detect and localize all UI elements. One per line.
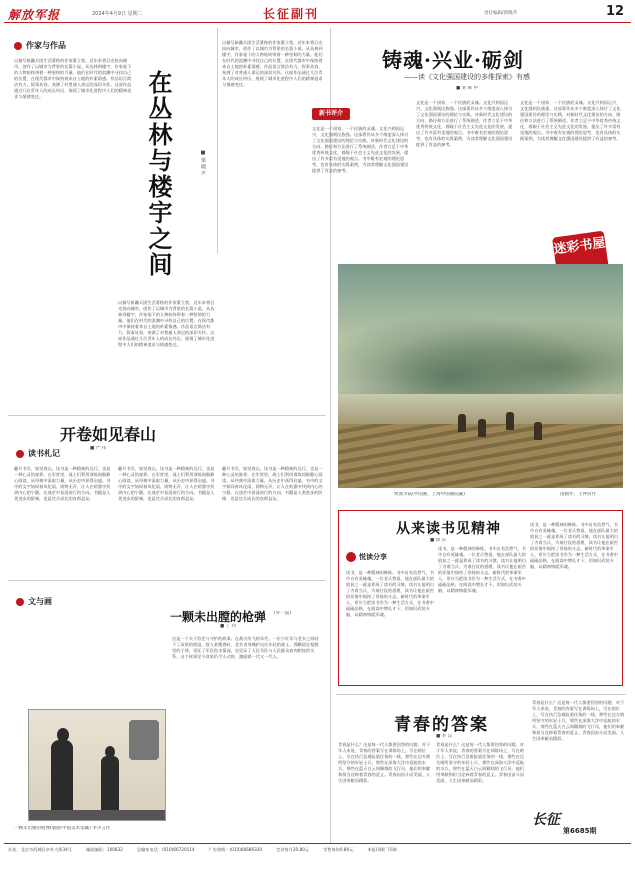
feature-body-3: 文化是一个国家、一个民族的灵魂。文化兴则国运兴，文化强则民族强。这部著作从多个维度深入探讨了文化强国建设的理论与实践，对新时代文化建设的方向、路径和方法进行了系统阐述。作者立足于中华优秀传统文化，着眼于社会主义先进文化的发展，提出了许多富有见地的观点。书中既有宏观的理论思考，也有具体的实践案例，为读者理解文化强国建设提供了有益的参考。 [520,100,621,141]
feature-title: 铸魂·兴业·砺剑 [382,48,524,72]
gun-subtitle: (外一篇) [274,611,292,616]
youth-body-2: 青春是什么？这是每一代人都要回答的问题。对于军人来说，青春的答案写在训练场上，写在哨位上，写在执行急难险重任务的一线。那些在边关哨所坚守的年轻士兵，那些在深海大洋中巡航的水兵，那些在蓝天白云间翱翔的飞行员，他们用奉献和担当诠释着青春的意义。青春因奋斗而美丽，人生因奉献而精彩。 [436,742,524,783]
forest-body-right: 以描写新疆兵团生活著称的作家董立勃，近年来将目光投向城市，创作了以城市为背景的长篇小说。从丛林到楼宇，作家笔下的人物始终带着一种坚韧的力量。他们在时代的浪潮中寻找自己的位置，在现代都市中保持着来自土地的朴素情感。作品语言简洁有力，叙事从容，充满了对普通人命运的深切关怀。这部作品通过几位青年人的成长经历，展现了城市化进程中人们的精神追求与情感变迁。 [222,40,323,87]
forest-author: ■ 梁 晓 声 [200,150,206,176]
feature-body-1: 文化是一个国家、一个民族的灵魂。文化兴则国运兴，文化强则民族强。这部著作从多个维度深入探讨了文化强国建设的理论与实践，对新时代文化建设的方向、路径和方法进行了系统阐述。作者立足于中华优秀传统文化，着眼于社会主义先进文化的发展，提出了许多富有见地的观点。书中既有宏观的理论思考，也有具体的实践案例，为读者理解文化强国建设提供了有益的参考。 [312,126,409,173]
feature-subtitle: ——读《文化强国建设的多维探索》有感 [404,73,530,81]
masthead: 解放军报 [8,8,61,22]
gun-author: ■ 丁 玲 [220,624,237,629]
feature-author: ■ 刘 韩 中 [456,86,479,91]
reading-body-2: 读书，是一种精神的修炼。书中自有浩然气，书中自有英雄魂。一位老兵曾说，他在部队最大的收获之一就是养成了读书的习惯。读书让他明白了为谁当兵、为谁打仗的道理，读书让他在艰苦的环境中保持了昂扬的斗志。新时代的革命军人，更应当把读书作为一种生活方式，在书香中砥砺品格，在阅读中增长才干，用知识武装头脑，以精神铸就军魂。 [438,546,526,593]
text-and-art-tag [16,596,86,608]
forest-body-continued: 以描写新疆兵团生活著称的作家董立勃，近年来将目光投向城市，创作了以城市为背景的长篇小说。从丛林到楼宇，作家笔下的人物始终带着一种坚韧的力量。他们在时代的浪潮中寻找自己的位置，在现代都市中保持着来自土地的朴素情感。作品语言简洁有力，叙事从容，充满了对普通人命运的深切关怀。这部作品通过几位青年人的成长经历，展现了城市化进程中人们的精神追求与情感变迁。 [118,300,215,347]
footer-retail: 零售每份0.80元 [323,847,354,852]
youth-author: ■ 李 汉 [436,734,453,739]
reading-author: ■ 徐 乐 [430,538,447,543]
forest-body: 以描写新疆兵团生活著称的作家董立勃，近年来将目光投向城市，创作了以城市为背景的长篇小说。从丛林到楼宇，作家笔下的人物始终带着一种坚韧的力量。他们在时代的浪潮中寻找自己的位置，在现代都市中保持着来自土地的朴素情感。作品语言简洁有力，叙事从容，充满了对普通人命运的深切关怀。这部作品通过几位青年人的成长经历，展现了城市化进程中人们的精神追求与情感变迁。 [14,58,132,99]
painting-artist: 国画作，王仲清作 [560,492,596,497]
flower-icon [16,598,24,606]
feature-body-2: 文化是一个国家、一个民族的灵魂。文化兴则国运兴，文化强则民族强。这部著作从多个维度深入探讨了文化强国建设的理论与实践，对新时代文化建设的方向、路径和方法进行了系统阐述。作者立足于中华优秀传统文化，着眼于社会主义先进文化的发展，提出了许多富有见地的观点。书中既有宏观的理论思考，也有具体的实践案例，为读者理解文化强国建设提供了有益的参考。 [416,100,513,147]
footer-address: 社址：北京市西城区阜外大街34号 [8,847,72,852]
landscape-painting [338,264,623,488]
author-works-tag [14,40,98,52]
tag-label: 文与画 [28,596,52,606]
footer-rule [4,843,631,844]
woodcut-caption: 一颗未出膛的枪弹(版画·中国美术馆藏) 李少言作 [14,826,111,831]
column-divider [217,28,218,254]
youth-body-1: 青春是什么？这是每一代人都要回答的问题。对于军人来说，青春的答案写在训练场上，写在哨位上，写在执行急难险重任务的一线。那些在边关哨所坚守的年轻士兵，那些在深海大洋中巡航的水兵，那些在蓝天白云间翱翔的飞行员，他们用奉献和担当诠释着青春的意义。青春因奋斗而美丽，人生因奉献而精彩。 [338,742,431,783]
spring-body-1: 翻开书页，如见春山。读书是一种精神的远行，也是一种心灵的滋养。在军营里，战士们利用训练间隙静心阅读，从经典中汲取力量，从历史中获得启迪。书中的文字如同春风化雨，润物无声，让人在喧嚣中找到内心的宁静，在迷茫中看清前行的方向。书籍是人类进步的阶梯，也是官兵成长的良师益友。 [14,466,111,501]
flower-icon [14,42,22,50]
woodcut-print [28,709,166,821]
footer-price: 定价每月20.80元 [276,847,310,852]
spring-body-3: 翻开书页，如见春山。读书是一种精神的远行，也是一种心灵的滋养。在军营里，战士们利用训练间隙静心阅读，从经典中汲取力量，从历史中获得启迪。书中的文字如同春风化雨，润物无声，让人在喧嚣中找到内心的宁静，在迷茫中看清前行的方向。书籍是人类进步的阶梯，也是官兵成长的良师益友。 [222,466,323,501]
section-title: 长征副刊 [263,7,320,21]
spring-body-2: 翻开书页，如见春山。读书是一种精神的远行，也是一种心灵的滋养。在军营里，战士们利用训练间隙静心阅读，从经典中汲取力量，从历史中获得启迪。书中的文字如同春风化雨，润物无声，让人在喧嚣中找到内心的宁静，在迷茫中看清前行的方向。书籍是人类进步的阶梯，也是官兵成长的良师益友。 [118,466,215,501]
painting-caption: 致血为霞(中国画，上海中国画院藏) [394,492,466,497]
reading-body-1: 读书，是一种精神的修炼。书中自有浩然气，书中自有英雄魂。一位老兵曾说，他在部队最大的收获之一就是养成了读书的习惯。读书让他明白了为谁当兵、为谁打仗的道理，读书让他在艰苦的环境中保持了昂扬的斗志。新时代的革命军人，更应当把读书作为一种生活方式，在书香中砥砺品格，在阅读中增长才干，用知识武装头脑，以精神铸就军魂。 [346,570,434,617]
spring-author: ■ 严 伟 [90,446,107,451]
footer-phone: 总编室电话：(010)66720114 [136,847,195,852]
section-divider [8,415,326,416]
section-divider [8,580,326,581]
tag-label: 作家与作品 [26,40,66,50]
forest-title: 在丛林与楼宇之间 [144,70,173,278]
gun-body: 这是一个关于信任与守护的故事。在战火纷飞的年代，一位小红军与老乡之间结下了深厚的情谊。敌人来搜查时，老乡舍身掩护这位年轻的战士。那颗留在枪膛里的子弹，见证了军民鱼水情深，也见证了人民军队与人民群众血肉相连的关系。这个故事至今读来仍令人动容，激励着一代又一代人。 [172,636,319,659]
footer-ad-phone: 广告热线：(010)66686330 [208,847,263,852]
section-divider [336,694,626,695]
youth-body-3: 青春是什么？这是每一代人都要回答的问题。对于军人来说，青春的答案写在训练场上，写在哨位上，写在执行急难险重任务的一线。那些在边关哨所坚守的年轻士兵，那些在深海大洋中巡航的水兵，那些在蓝天白云间翱翔的飞行员，他们用奉献和担当诠释着青春的意义。青春因奋斗而美丽，人生因奉献而精彩。 [532,700,625,741]
reading-share-tag [346,551,400,563]
reading-notes-tag [16,448,86,460]
header-rule [4,22,631,23]
footer-printer: 本报印刷厂印刷 [367,847,397,852]
camo-bookstore-badge: 迷彩书屋 [552,231,610,284]
calligraphy-signature: 长征 [532,812,560,828]
editor-credit: 责任编辑/郭晓齐 [484,11,518,16]
footer-postcode: 邮政编码：100832 [85,847,123,852]
tag-label: 读书札记 [28,448,60,458]
footer-info [8,847,628,853]
tag-label: 悦读分享 [359,553,387,561]
reading-body-3: 读书，是一种精神的修炼。书中自有浩然气，书中自有英雄魂。一位老兵曾说，他在部队最大的收获之一就是养成了读书的习惯。读书让他明白了为谁当兵、为谁打仗的道理，读书让他在艰苦的环境中保持了昂扬的斗志。新时代的革命军人，更应当把读书作为一种生活方式，在书香中砥砺品格，在阅读中增长才干，用知识武装头脑，以精神铸就军魂。 [530,522,618,569]
page-number: 12 [606,4,625,19]
issue-number: 第6685期 [563,827,597,835]
flower-icon [16,450,24,458]
flower-icon [346,552,356,562]
reading-title: 从来读书见精神 [396,521,501,537]
new-book-review-tag: 新书评介 [312,108,350,120]
gun-title: 一颗未出膛的枪弹 [170,610,267,624]
issue-date: 2024年4月9日 星期二 [92,11,143,17]
spring-title: 开卷如见春山 [60,425,157,444]
youth-title: 青春的答案 [394,715,489,735]
